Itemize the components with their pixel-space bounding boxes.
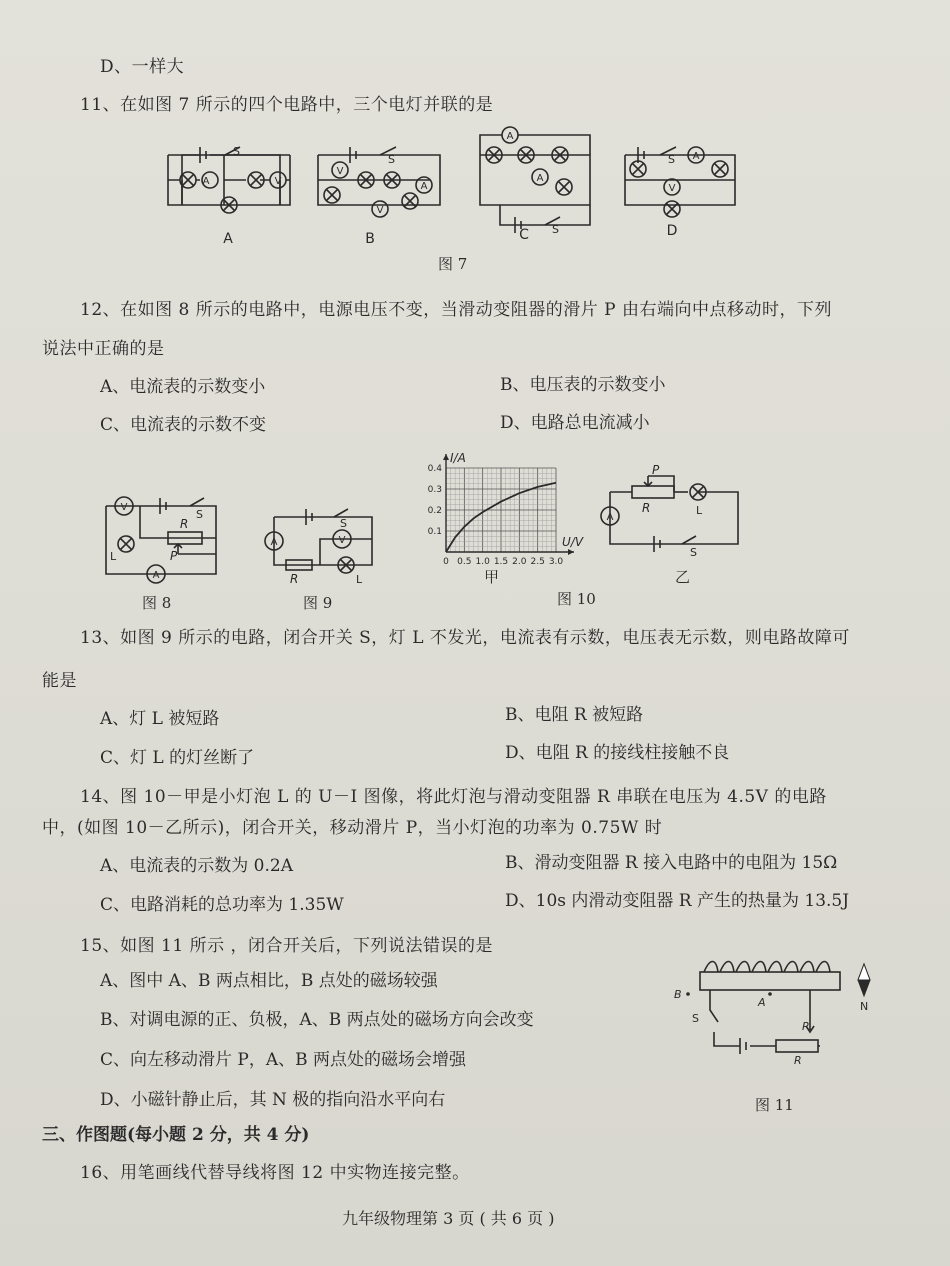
svg-text:A: A: [202, 176, 210, 187]
svg-text:A: A: [758, 996, 766, 1009]
q10-option-d: D、一样大: [100, 57, 185, 77]
q15-option-a: A、图中 A、B 两点相比，B 点处的磁场较强: [100, 971, 438, 991]
q12-stem-line1: 12、在如图 8 所示的电路中，电源电压不变，当滑动变阻器的滑片 P 由右端向中点移动时，下列: [80, 300, 832, 320]
svg-text:R: R: [180, 517, 189, 531]
fig11-caption: 图 11: [755, 1096, 794, 1114]
svg-text:B: B: [674, 988, 682, 1001]
svg-text:S: S: [692, 1012, 699, 1025]
q13-option-a: A、灯 L 被短路: [100, 709, 220, 729]
svg-text:R: R: [290, 572, 299, 586]
svg-text:A: A: [606, 512, 614, 523]
fig10-yi-label: 乙: [675, 568, 691, 586]
svg-text:S: S: [388, 153, 395, 166]
x-tick-label: 2.0: [512, 557, 527, 567]
q14-option-c: C、电路消耗的总功率为 1.35W: [100, 895, 344, 915]
q15-option-b: B、对调电源的正、负极，A、B 两点处的磁场方向会改变: [100, 1010, 534, 1030]
svg-text:L: L: [696, 504, 703, 517]
x-tick-label: 0.5: [457, 557, 472, 567]
q12-stem-line2: 说法中正确的是: [42, 339, 165, 359]
y-tick-label: 0.2: [427, 506, 442, 516]
chart-ylabel: I/A: [450, 451, 466, 465]
svg-text:V: V: [336, 166, 344, 177]
figure-9: [262, 505, 382, 585]
svg-text:A: A: [536, 173, 544, 184]
fig7-caption: 图 7: [438, 255, 468, 273]
svg-text:P: P: [652, 463, 660, 477]
page-footer: 九年级物理第 3 页 ( 共 6 页 ): [342, 1209, 555, 1228]
svg-text:S: S: [340, 517, 347, 530]
x-tick-label: 2.5: [530, 557, 545, 567]
svg-text:S: S: [552, 223, 559, 236]
svg-text:L: L: [110, 550, 117, 563]
svg-text:P: P: [802, 1020, 809, 1033]
svg-text:V: V: [376, 205, 384, 216]
figure-8: [100, 488, 240, 588]
svg-text:S: S: [233, 145, 240, 158]
svg-text:A: A: [270, 537, 278, 548]
section-3-title: 三、作图题(每小题 2 分，共 4 分): [42, 1125, 310, 1145]
y-axis-arrow: [443, 454, 449, 460]
svg-text:P: P: [170, 549, 178, 563]
svg-text:N: N: [860, 1000, 869, 1013]
figure-10-jia-chart: [420, 452, 590, 572]
q13-option-b: B、电阻 R 被短路: [505, 705, 644, 725]
svg-text:A: A: [692, 151, 700, 162]
x-axis-arrow: [568, 549, 574, 555]
fig7-label-a: A: [223, 231, 233, 247]
chart-xlabel: U/V: [562, 535, 584, 549]
fig10-jia-label: 甲: [484, 568, 500, 586]
y-tick-label: 0.1: [427, 527, 442, 537]
svg-text:S: S: [690, 546, 697, 559]
y-tick-label: 0.4: [427, 464, 442, 474]
chart-grid: [446, 468, 556, 552]
bleed-through-text: [560, 58, 575, 79]
svg-text:A: A: [152, 570, 160, 581]
q13-stem-line1: 13、如图 9 所示的电路，闭合开关 S，灯 L 不发光，电流表有示数，电压表无示数，则电路故障可: [80, 628, 850, 648]
svg-text:L: L: [356, 573, 363, 586]
fig7-label-d: D: [666, 223, 678, 239]
svg-text:V: V: [668, 183, 676, 194]
x-tick-label: 1.0: [475, 557, 490, 567]
q12-option-d: D、电路总电流减小: [500, 413, 650, 433]
fig9-caption: 图 9: [303, 594, 333, 612]
q15-option-d: D、小磁针静止后，其 N 极的指向沿水平向右: [100, 1090, 446, 1110]
x-tick-label: 1.5: [493, 557, 509, 567]
q13-stem-line2: 能是: [42, 671, 77, 691]
q14-stem-line2: 中，(如图 10－乙所示)，闭合开关，移动滑片 P，当小灯泡的功率为 0.75W 时: [42, 818, 663, 838]
q14-option-a: A、电流表的示数为 0.2A: [100, 856, 293, 876]
q11-stem: 11、在如图 7 所示的四个电路中，三个电灯并联的是: [80, 95, 494, 115]
q12-option-c: C、电流表的示数不变: [100, 415, 267, 435]
svg-text:V: V: [338, 535, 346, 546]
fig10-caption: 图 10: [557, 590, 596, 608]
svg-text:A: A: [420, 181, 428, 192]
q13-option-c: C、灯 L 的灯丝断了: [100, 748, 255, 768]
svg-text:V: V: [120, 502, 128, 513]
q15-stem: 15、如图 11 所示 ，闭合开关后，下列说法错误的是: [80, 936, 493, 956]
fig7-label-c: C: [519, 227, 529, 243]
svg-text:V: V: [274, 176, 282, 187]
q12-option-b: B、电压表的示数变小: [500, 375, 666, 395]
svg-text:A: A: [506, 131, 514, 142]
svg-text:R: R: [794, 1054, 802, 1067]
q15-option-c: C、向左移动滑片 P，A、B 两点处的磁场会增强: [100, 1050, 467, 1070]
fig7-label-b: B: [365, 231, 375, 247]
svg-text:R: R: [642, 501, 651, 515]
q14-option-d: D、10s 内滑动变阻器 R 产生的热量为 13.5J: [505, 891, 850, 911]
y-tick-label: 0.3: [427, 485, 442, 495]
q14-option-b: B、滑动变阻器 R 接入电路中的电阻为 15Ω: [505, 853, 838, 873]
q13-option-d: D、电阻 R 的接线柱接触不良: [505, 743, 730, 763]
svg-text:S: S: [196, 508, 203, 521]
x-tick-label: 3.0: [548, 557, 564, 567]
chart-axes: [443, 454, 574, 555]
fig8-caption: 图 8: [142, 594, 172, 612]
q16-stem: 16、用笔画线代替导线将图 12 中实物连接完整。: [80, 1163, 470, 1183]
figure-11: [670, 960, 880, 1090]
svg-text:S: S: [668, 153, 675, 166]
figure-10-yi: [598, 462, 748, 572]
q12-option-a: A、电流表的示数变小: [100, 377, 266, 397]
q14-stem-line1: 14、图 10－甲是小灯泡 L 的 U－I 图像，将此灯泡与滑动变阻器 R 串联在电压为 4.5V 的电路: [80, 787, 827, 807]
x-tick-label: 0: [443, 557, 449, 567]
